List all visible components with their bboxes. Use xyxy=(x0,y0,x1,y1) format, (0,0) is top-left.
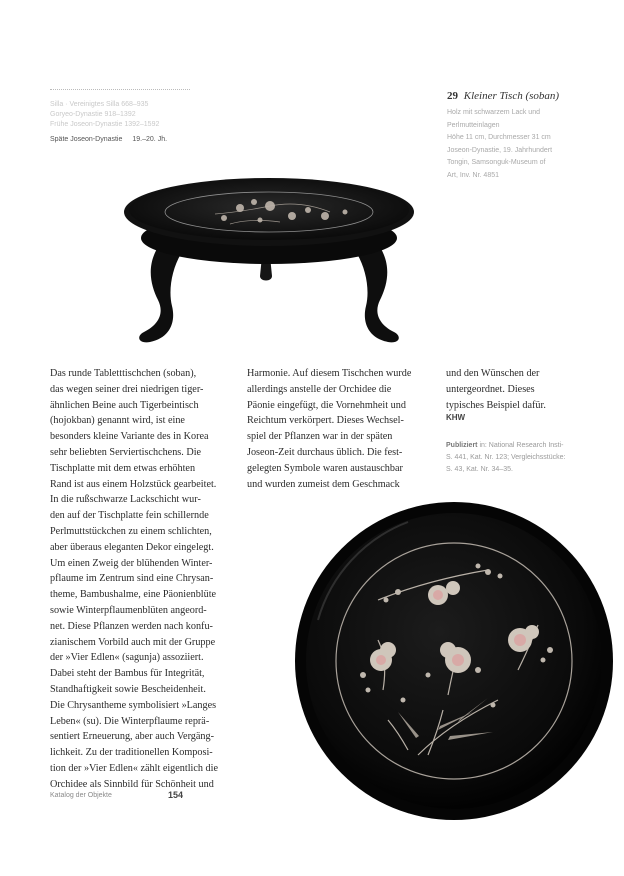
divider-dotted xyxy=(50,89,190,90)
text-line: allerdings anstelle der Orchidee die xyxy=(247,383,392,395)
text-line: Reichtum verkörpert. Dieses Wechsel- xyxy=(247,415,404,427)
text-line: Um einen Zweig der blühenden Winter- xyxy=(50,557,213,569)
caption-line: Höhe 11 cm, Durchmesser 31 cm xyxy=(447,134,551,141)
caption-line: Art, Inv. Nr. 4851 xyxy=(447,171,500,179)
text-line: spiel der Pflanzen war in der späten xyxy=(247,431,393,443)
text-line: Das runde Tabletttischchen (soban), xyxy=(50,368,197,379)
text-line: das wegen seiner drei niedrigen tiger- xyxy=(50,383,204,395)
text-line: Rand ist aus einem Holzstück gearbeitet. xyxy=(50,478,217,490)
text-column-2 xyxy=(247,366,411,492)
text-line: pflaume im Zentrum sind eine Chrysan- xyxy=(50,573,214,585)
caption-line: Perlmutteinlagen xyxy=(447,121,500,129)
text-line: zianischem Vorbild auch mit der Gruppe xyxy=(50,636,216,648)
text-line: aber überaus eleganten Dekor eingelegt. xyxy=(50,541,214,553)
text-line: theme, Bambushalme, eine Päonienblüte xyxy=(50,589,217,601)
publication-line: in: National Research Insti- xyxy=(479,442,564,449)
text-line: den auf der Tischplatte fein schillernde xyxy=(50,510,209,522)
text-line: Perlmuttstückchen zu einem schlichten, xyxy=(50,525,212,537)
publication-label: Publiziert xyxy=(446,442,478,449)
text-line: und den Wünschen der xyxy=(446,368,540,379)
text-line: und wurden zumeist dem Geschmack xyxy=(247,478,400,490)
caption-details xyxy=(447,107,552,182)
text-column-3 xyxy=(446,366,546,413)
text-line: sehr beliebten Serviertischchens. Die xyxy=(50,446,202,458)
text-line: sowie Winterpflaumenblüten angeord- xyxy=(50,604,207,616)
text-line: Die Chrysantheme symbolisiert »Langes xyxy=(50,699,217,711)
caption-line: Tongin, Samsonguk-Museum of xyxy=(447,159,546,166)
author-signature: KHW xyxy=(446,413,466,422)
text-line: Standhaftigkeit sowie Bescheidenheit. xyxy=(50,683,206,695)
era-list-faint xyxy=(50,100,159,130)
footer-running-title: Katalog der Objekte xyxy=(50,792,112,799)
text-line: sentiert Erneuerung, aber auch Vergäng- xyxy=(50,731,214,743)
catalog-number: 29 xyxy=(447,90,458,102)
publication-line: S. 43, Kat. Nr. 34–35. xyxy=(446,466,513,473)
caption-title xyxy=(447,90,559,102)
text-line: Joseon-Zeit durchaus üblich. Die fest- xyxy=(247,446,403,458)
text-line: Päonie eingefügt, die Vornehmheit und xyxy=(247,399,406,411)
text-line: Tischplatte mit dem etwas erhöhten xyxy=(50,462,196,474)
page-number: 154 xyxy=(168,790,184,800)
era-faint-line: Silla · Vereinigtes Silla 668–935 xyxy=(50,101,149,108)
text-line: ähnlichen Beine auch Tigerbeintisch xyxy=(50,399,199,411)
era-current xyxy=(50,136,167,143)
text-line: Orchidee als Sinnbild für Schönheit und xyxy=(50,778,214,790)
text-line: Leben« (su). Die Winterpflaume reprä- xyxy=(50,715,210,727)
text-column-1 xyxy=(50,366,218,793)
era-years: 19.–20. Jh. xyxy=(132,136,168,143)
era-faint-line: Frühe Joseon-Dynastie 1392–1592 xyxy=(50,121,160,128)
table-top-photo xyxy=(288,500,620,822)
table-side-photo xyxy=(120,172,420,350)
text-line: tion der »Vier Edlen« zählt eigentlich die xyxy=(50,762,218,774)
publication-note xyxy=(446,440,565,476)
caption-line: Holz mit schwarzem Lack und xyxy=(447,109,540,116)
text-line: untergeordnet. Dieses xyxy=(446,383,535,395)
text-line: besonders kleine Variante des in Korea xyxy=(50,431,209,443)
text-line: Harmonie. Auf diesem Tischchen wurde xyxy=(247,368,412,379)
text-line: (hojokban) genannt wird, ist eine xyxy=(50,415,185,427)
text-line: net. Diese Pflanzen werden nach konfu- xyxy=(50,620,213,632)
text-line: gelegten Symbole waren austauschbar xyxy=(247,462,403,474)
object-title: Kleiner Tisch (soban) xyxy=(463,90,560,102)
text-line: In die rußschwarze Lackschicht wur- xyxy=(50,494,201,506)
era-name: Späte Joseon-Dynastie xyxy=(50,136,123,143)
text-line: typisches Beispiel dafür. xyxy=(446,399,546,411)
publication-line: S. 441, Kat. Nr. 123; Vergleichsstücke: xyxy=(446,454,566,461)
era-faint-line: Goryeo-Dynastie 918–1392 xyxy=(50,111,136,118)
text-line: Dabei steht der Bambus für Integrität, xyxy=(50,668,205,680)
caption-line: Joseon-Dynastie, 19. Jahrhundert xyxy=(447,146,553,154)
text-line: der »Vier Edlen« (sagunja) assoziiert. xyxy=(50,652,204,664)
text-line: lichkeit. Zu der traditionellen Komposi- xyxy=(50,747,213,759)
